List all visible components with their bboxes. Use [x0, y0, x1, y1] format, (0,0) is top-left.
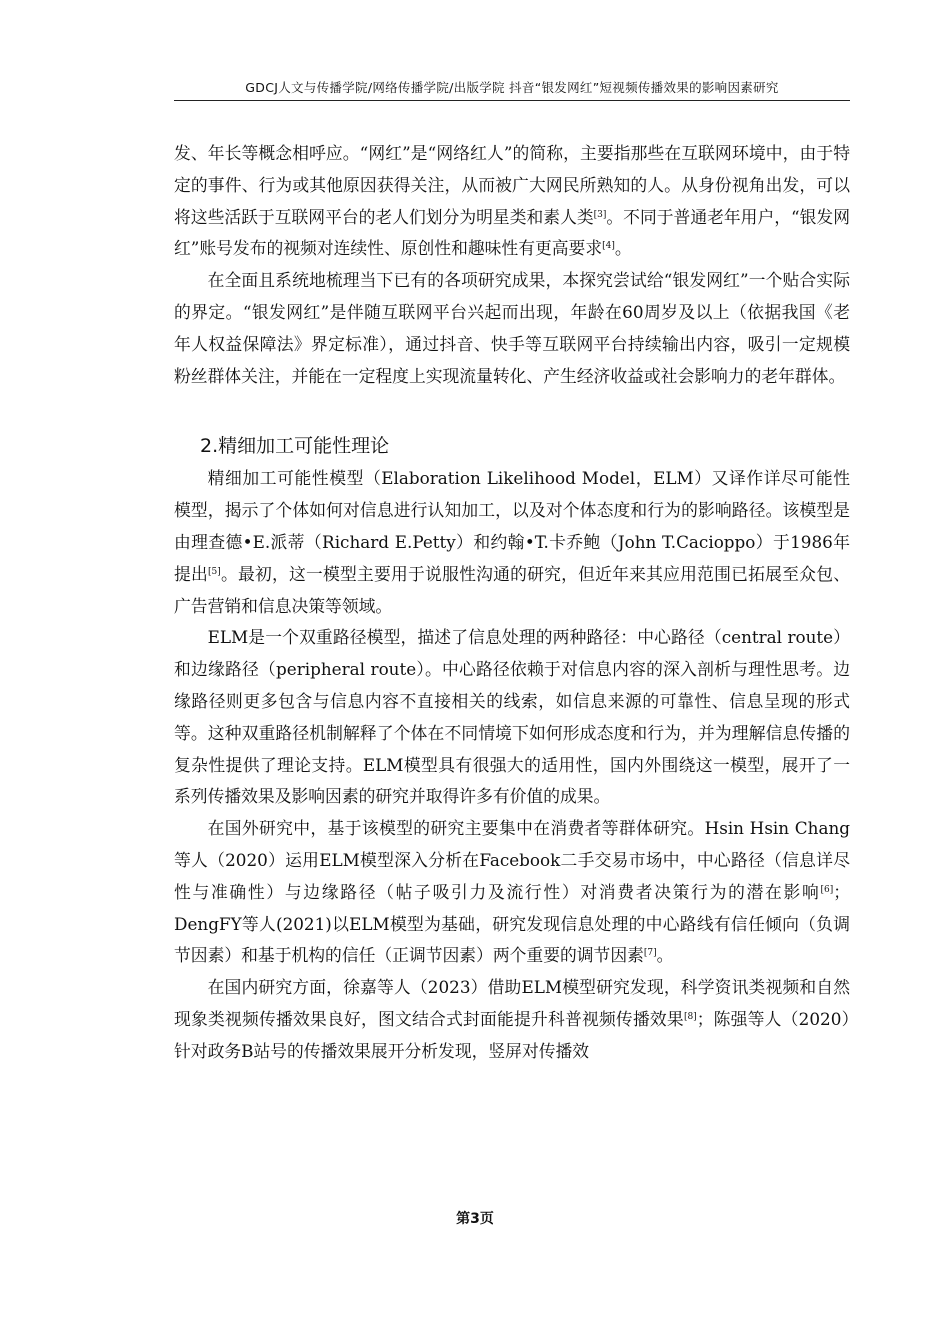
paragraph-domestic-research	[174, 972, 850, 1067]
paragraph-text: 发、年长等概念相呼应。“网红”是“网络红人”的简称，主要指那些在互联网环境中，由于特定的事件、行为或其他原因获得关注，从而被广大网民所熟知的人。从身份视角出发，可以将这些活跃于互联网平台的老人们划分为明星类和素人类	[174, 143, 850, 227]
paragraph-text: 精细加工可能性模型（Elaboration Likelihood Model，ELM）又译作详尽可能性模型，揭示了个体如何对信息进行认知加工，以及对个体态度和行为的影响路径。该模型是由理查德•E.派蒂（Richard E.Petty）和约翰•T.卡乔鲍（John T.Cacioppo）于1986年提出	[174, 468, 850, 584]
paragraph-text: ；DengFY等人(2021)以ELM模型为基础，研究发现信息处理的中心路线有信任倾向（负调节因素）和基于机构的信任（正调节因素）两个重要的调节因素	[174, 881, 850, 966]
paragraph-continued	[174, 138, 850, 265]
paragraph-text: 。	[656, 945, 674, 966]
header-rule	[174, 100, 850, 101]
citation-ref: [5]	[208, 566, 221, 577]
paragraph-foreign-research	[174, 813, 850, 972]
paragraph-text: 。	[614, 238, 632, 259]
page-number: 第3页	[456, 1211, 494, 1227]
paragraph-text: ；陈强等人（2020）针对政务B站号的传播效果展开分析发现，竖屏对传播效	[174, 1008, 850, 1061]
citation-ref: [3]	[593, 209, 607, 220]
paragraph-definition	[174, 265, 850, 392]
paragraph-elm-intro	[174, 463, 850, 622]
paragraph-text: 在全面且系统地梳理当下已有的各项研究成果，本探究尝试给“银发网红”一个贴合实际的界定。“银发网红”是伴随互联网平台兴起而出现，年龄在60周岁及以上（依据我国《老年人权益保障法》界定标准），通过抖音、快手等互联网平台持续输出内容，吸引一定规模粉丝群体关注，并能在一定程度上实现流量转化、产生经济收益或社会影响力的老年群体。	[174, 270, 850, 386]
paragraph-text: 。最初，这一模型主要用于说服性沟通的研究，但近年来其应用范围已拓展至众包、广告营销和信息决策等领域。	[174, 563, 850, 616]
paragraph-text: 在国外研究中，基于该模型的研究主要集中在消费者等群体研究。Hsin Hsin Chang等人（2020）运用ELM模型深入分析在Facebook二手交易市场中，中心路径（信息详尽性与准确性）与边缘路径（帖子吸引力及流行性）对消费者决策行为的潜在影响	[174, 818, 850, 902]
running-header: GDCJ人文与传播学院/网络传播学院/出版学院 抖音“银发网红”短视频传播效果的影响因素研究	[245, 80, 779, 95]
body-content	[174, 138, 850, 1068]
paragraph-text: ELM是一个双重路径模型，描述了信息处理的两种路径：中心路径（central route）和边缘路径（peripheral route）。中心路径依赖于对信息内容的深入剖析与理性思考。边缘路径则更多包含与信息内容不直接相关的线索，如信息来源的可靠性、信息呈现的形式等。这种双重路径机制解释了个体在不同情境下如何形成态度和行为，并为理解信息传播的复杂性提供了理论支持。ELM模型具有很强大的适用性，国内外围绕这一模型，展开了一系列传播效果及影响因素的研究并取得许多有价值的成果。	[174, 627, 850, 807]
citation-ref: [8]	[683, 1011, 697, 1022]
paragraph-dual-route	[174, 622, 850, 813]
section-heading: 2.精细加工可能性理论	[200, 435, 390, 458]
paragraph-text: 在国内研究方面，徐嘉等人（2023）借助ELM模型研究发现，科学资讯类视频和自然现象类视频传播效果良好，图文结合式封面能提升科普视频传播效果	[174, 977, 850, 1029]
citation-ref: [6]	[820, 884, 834, 895]
paragraph-text: 。不同于普通老年用户，“银发网红”账号发布的视频对连续性、原创性和趣味性有更高要求	[174, 206, 850, 259]
citation-ref: [7]	[643, 948, 657, 959]
citation-ref: [4]	[602, 241, 615, 252]
